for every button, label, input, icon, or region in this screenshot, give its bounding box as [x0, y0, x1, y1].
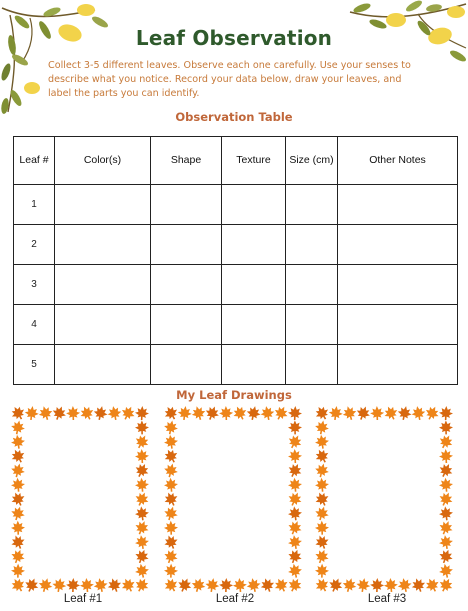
notes-cell[interactable] [338, 305, 458, 345]
maple-leaf-icon [259, 405, 275, 421]
maple-leaf-icon [314, 575, 332, 593]
maple-leaf-icon [133, 547, 150, 565]
maple-leaf-icon [163, 419, 179, 435]
maple-leaf-icon [437, 519, 454, 537]
maple-leaf-icon [163, 405, 181, 423]
maple-leaf-icon [163, 533, 180, 551]
maple-leaf-icon [119, 405, 138, 422]
maple-leaf-icon [10, 505, 27, 522]
maple-leaf-icon [133, 576, 150, 593]
maple-leaf-icon [355, 577, 371, 593]
header-other-notes: Other Notes [338, 137, 458, 185]
maple-leaf-icon [370, 406, 384, 420]
maple-leaf-icon [288, 406, 303, 421]
maple-leaf-icon [219, 406, 233, 420]
page-title: Leaf Observation [135, 26, 333, 50]
maple-leaf-icon [438, 477, 453, 492]
maple-leaf-icon [286, 519, 303, 537]
maple-leaf-icon [439, 406, 454, 421]
notes-cell[interactable] [338, 345, 458, 385]
maple-leaf-icon [78, 405, 97, 422]
maple-leaf-icon [286, 547, 303, 565]
maple-leaf-icon [163, 505, 180, 522]
header-colors: Color(s) [55, 137, 151, 185]
row-number: 4 [14, 305, 55, 345]
frame-label-3: Leaf #3 [367, 593, 407, 605]
maple-leaf-icon [50, 405, 68, 422]
maple-leaf-icon [286, 432, 303, 451]
table-row [14, 345, 458, 385]
maple-leaf-icon [37, 405, 54, 422]
maple-leaf-icon [231, 405, 250, 422]
maple-leaf-icon [423, 405, 442, 422]
maple-leaf-icon [163, 447, 180, 466]
maple-leaf-icon [190, 576, 207, 593]
maple-leaf-icon [286, 490, 303, 508]
color-cell[interactable] [55, 225, 151, 265]
maple-leaf-icon [106, 405, 122, 421]
maple-leaf-icon [438, 562, 454, 578]
notes-cell[interactable] [338, 185, 458, 225]
frame-label-2: Leaf #2 [215, 593, 255, 605]
maple-leaf-icon [288, 449, 303, 464]
color-cell[interactable] [55, 265, 151, 305]
table-row [14, 305, 458, 345]
drawings-title: My Leaf Drawings [176, 388, 292, 402]
maple-leaf-icon [11, 520, 25, 534]
texture-cell[interactable] [222, 305, 286, 345]
color-cell[interactable] [55, 345, 151, 385]
maple-leaf-icon [286, 576, 303, 593]
row-number: 3 [14, 265, 55, 305]
maple-leaf-icon [204, 577, 220, 593]
row-number: 1 [14, 185, 55, 225]
maple-leaf-icon [10, 434, 26, 450]
maple-leaf-icon [134, 562, 150, 578]
maple-leaf-icon [438, 506, 454, 522]
maple-leaf-icon [92, 405, 109, 421]
maple-leaf-icon [327, 576, 345, 593]
maple-leaf-icon [164, 520, 178, 534]
maple-leaf-icon [341, 576, 358, 593]
maple-leaf-icon [232, 577, 247, 592]
maple-leaf-icon [423, 576, 442, 593]
shape-cell[interactable] [151, 225, 222, 265]
maple-leaf-icon [10, 405, 28, 423]
row-number: 5 [14, 345, 55, 385]
maple-leaf-icon [11, 564, 25, 578]
maple-leaf-icon [66, 578, 80, 592]
header-leaf-number: Leaf # [14, 137, 55, 185]
shape-cell[interactable] [151, 345, 222, 385]
leaf-drawing-frame-1[interactable] [10, 405, 150, 593]
size-cell[interactable] [286, 265, 338, 305]
maple-leaf-icon [79, 577, 94, 592]
maple-leaf-icon [135, 449, 150, 464]
maple-leaf-icon [190, 405, 207, 422]
maple-leaf-icon [437, 490, 454, 508]
header-texture: Texture [222, 137, 286, 185]
maple-leaf-icon [382, 405, 401, 422]
maple-leaf-icon [51, 577, 67, 593]
maple-leaf-icon [23, 576, 41, 593]
maple-leaf-icon [135, 420, 149, 434]
maple-leaf-icon [438, 534, 454, 550]
leaf-drawing-frame-3[interactable] [314, 405, 454, 593]
maple-leaf-icon [437, 547, 454, 565]
maple-leaf-icon [314, 547, 331, 565]
maple-leaf-icon [314, 405, 332, 423]
maple-leaf-icon [163, 547, 180, 565]
maple-leaf-icon [134, 534, 150, 550]
maple-leaf-icon [163, 434, 179, 450]
maple-leaf-icon [219, 578, 233, 592]
maple-leaf-icon [383, 577, 398, 592]
texture-cell[interactable] [222, 225, 286, 265]
maple-leaf-icon [163, 477, 178, 492]
maple-leaf-icon [177, 405, 193, 421]
frame-label-1: Leaf #1 [63, 593, 103, 605]
maple-leaf-icon [259, 576, 277, 593]
maple-leaf-icon [314, 477, 329, 492]
maple-leaf-icon [119, 576, 138, 593]
maple-leaf-icon [10, 533, 27, 551]
maple-leaf-icon [410, 405, 426, 421]
maple-leaf-icon [245, 405, 262, 421]
maple-leaf-icon [287, 506, 303, 522]
maple-leaf-icon [10, 419, 26, 435]
maple-leaf-icon [341, 405, 358, 422]
maple-leaf-icon [10, 462, 26, 479]
table-row [14, 265, 458, 305]
maple-leaf-icon [288, 420, 302, 434]
maple-leaf-icon [66, 406, 80, 420]
maple-leaf-icon [163, 462, 179, 479]
maple-leaf-icon [133, 490, 150, 508]
size-cell[interactable] [286, 185, 338, 225]
maple-leaf-icon [133, 519, 150, 537]
maple-leaf-icon [370, 578, 384, 592]
maple-leaf-icon [287, 534, 303, 550]
maple-leaf-icon [314, 505, 331, 522]
instructions-text: Collect 3-5 different leaves. Observe each one carefully. Use your senses to describe what you notice. Record your data below, draw your leaves, and label the parts you can identify. [48, 60, 411, 99]
maple-leaf-icon [287, 562, 303, 578]
maple-leaf-icon [163, 575, 181, 593]
texture-cell[interactable] [222, 265, 286, 305]
maple-leaf-icon [328, 405, 344, 421]
header-shape: Shape [151, 137, 222, 185]
maple-leaf-icon [92, 577, 109, 593]
maple-leaf-icon [396, 405, 413, 421]
maple-leaf-icon [37, 576, 54, 593]
shape-cell[interactable] [151, 265, 222, 305]
maple-leaf-icon [314, 490, 331, 508]
maple-leaf-icon [314, 462, 330, 479]
observation-table-title: Observation Table [175, 110, 293, 124]
maple-leaf-icon [24, 405, 40, 421]
maple-leaf-icon [133, 432, 150, 451]
maple-leaf-icon [163, 490, 180, 508]
maple-leaf-icon [10, 575, 28, 593]
maple-leaf-icon [315, 520, 329, 534]
header-size: Size (cm) [286, 137, 338, 185]
shape-cell[interactable] [151, 305, 222, 345]
maple-leaf-icon [439, 420, 453, 434]
size-cell[interactable] [286, 225, 338, 265]
maple-leaf-icon [176, 576, 194, 593]
maple-leaf-icon [272, 405, 291, 422]
maple-leaf-icon [10, 490, 27, 508]
maple-leaf-icon [314, 447, 331, 466]
maple-leaf-icon [354, 405, 372, 422]
leaf-drawing-frame-2[interactable] [163, 405, 303, 593]
color-cell[interactable] [55, 185, 151, 225]
maple-leaf-icon [437, 576, 454, 593]
maple-leaf-icon [396, 577, 413, 593]
maple-leaf-icon [272, 576, 291, 593]
maple-leaf-icon [106, 576, 124, 593]
table-row [14, 225, 458, 265]
maple-leaf-icon [410, 576, 428, 593]
maple-leaf-icon [10, 447, 27, 466]
maple-leaf-icon [437, 432, 454, 451]
maple-leaf-icon [10, 547, 27, 565]
maple-leaf-icon [314, 419, 330, 435]
maple-leaf-icon [203, 405, 221, 422]
observation-table [13, 136, 458, 385]
texture-cell[interactable] [222, 185, 286, 225]
maple-leaf-icon [164, 564, 178, 578]
maple-leaf-icon [437, 461, 454, 480]
maple-leaf-icon [287, 477, 302, 492]
table-row [14, 185, 458, 225]
size-cell[interactable] [286, 345, 338, 385]
maple-leaf-icon [133, 461, 150, 480]
size-cell[interactable] [286, 305, 338, 345]
notes-cell[interactable] [338, 265, 458, 305]
maple-leaf-icon [314, 434, 330, 450]
maple-leaf-icon [10, 477, 25, 492]
maple-leaf-icon [439, 449, 454, 464]
table-header-row [14, 137, 458, 185]
color-cell[interactable] [55, 305, 151, 345]
maple-leaf-icon [315, 564, 329, 578]
shape-cell[interactable] [151, 185, 222, 225]
maple-leaf-icon [314, 533, 331, 551]
row-number: 2 [14, 225, 55, 265]
maple-leaf-icon [134, 506, 150, 522]
maple-leaf-icon [245, 577, 262, 593]
notes-cell[interactable] [338, 225, 458, 265]
maple-leaf-icon [134, 477, 149, 492]
maple-leaf-icon [135, 406, 150, 421]
maple-leaf-icon [286, 461, 303, 480]
texture-cell[interactable] [222, 345, 286, 385]
